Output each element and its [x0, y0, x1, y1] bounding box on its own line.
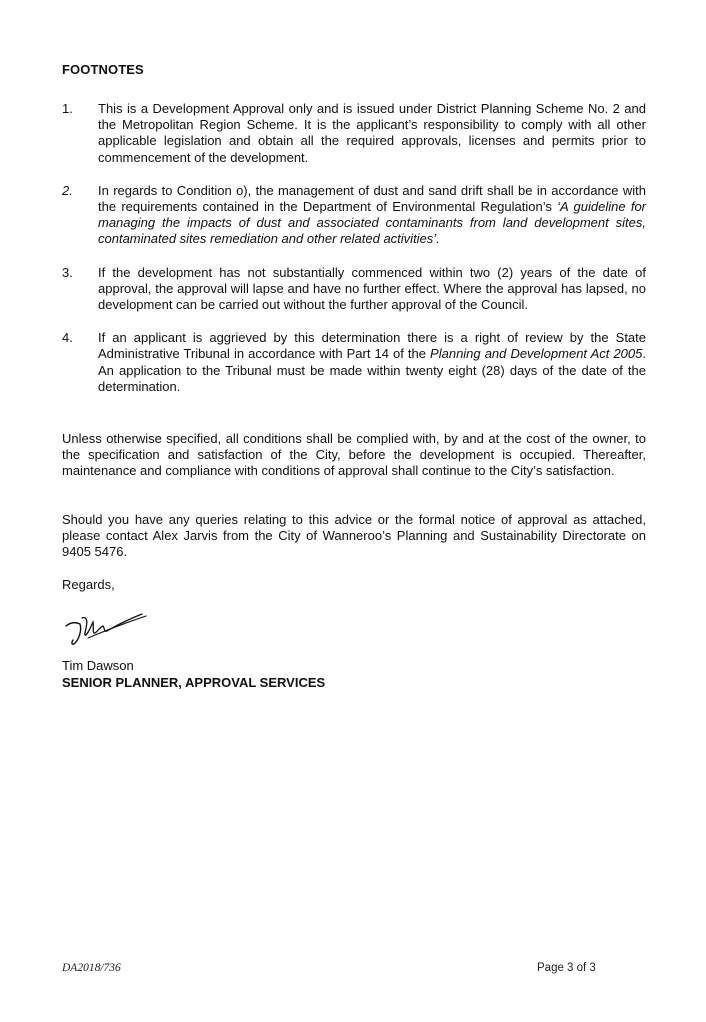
footnotes-heading: FOOTNOTES [62, 62, 144, 77]
footnote-segment: In regards to Condition o), the management of dust and sand drift shall be in accordance with the requirements contained in the Department of Environmental Regulation’s [98, 182, 646, 215]
footnote-item [62, 330, 646, 395]
footnote-item [62, 183, 646, 248]
queries-paragraph: Should you have any queries relating to this advice or the formal notice of approval as attached, please contact Alex Jarvis from the City of Wanneroo’s Planning and Sustainability Directorate on 9405 5476. [62, 512, 646, 560]
signer-title: SENIOR PLANNER, APPROVAL SERVICES [62, 675, 326, 690]
footnote-segment: If the development has not substantially commenced within two (2) years of the date of approval, the approval will lapse and have no further effect. Where the approval has lapsed, no development can be carried out without the further approval of the Council. [98, 264, 646, 313]
footnote-text [98, 265, 646, 314]
footnote-number: 4. [62, 330, 73, 346]
footnote-item [62, 101, 646, 166]
footnotes-list [62, 101, 646, 412]
conditions-paragraph: Unless otherwise specified, all conditions shall be complied with, by and at the cost of the owner, to the specification and satisfaction of the City, before the development is occupied. Thereafter, maintenance and compliance with conditions of approval shall continue to the City’s satisfaction. [62, 431, 646, 479]
act-title: Planning and Development Act 2005 [430, 346, 643, 362]
page-number: Page 3 of 3 [537, 962, 596, 974]
signature-image [62, 608, 152, 650]
regards-text: Regards, [62, 577, 115, 592]
footnote-number: 2. [62, 182, 73, 198]
footnote-text [98, 330, 646, 395]
guideline-title: ‘A guideline for managing the impacts of dust and associated contaminants from land development sites, contaminated sites remediation and other related activities’. [98, 199, 646, 247]
footnote-segment: This is a Development Approval only and is issued under District Planning Scheme No. 2 and the Metropolitan Region Scheme. It is the applicant’s responsibility to comply with all other applicable legislation and obtain all the required approvals, licenses and permits prior to commencement of the development. [98, 101, 646, 165]
footnote-text [98, 101, 646, 166]
footnote-number: 1. [62, 101, 73, 116]
footnote-number: 3. [62, 264, 73, 280]
signer-name: Tim Dawson [62, 658, 134, 673]
footnote-segment: If an applicant is aggrieved by this determination there is a right of review by the State Administrative Tribunal in accordance with Part 14 of the [98, 330, 646, 362]
document-reference: DA2018/736 [62, 962, 121, 974]
footnote-segment: . An application to the Tribunal must be made within twenty eight (28) days of the date of the determination. [98, 346, 646, 394]
footnote-item [62, 265, 646, 314]
footnote-text [98, 183, 646, 248]
